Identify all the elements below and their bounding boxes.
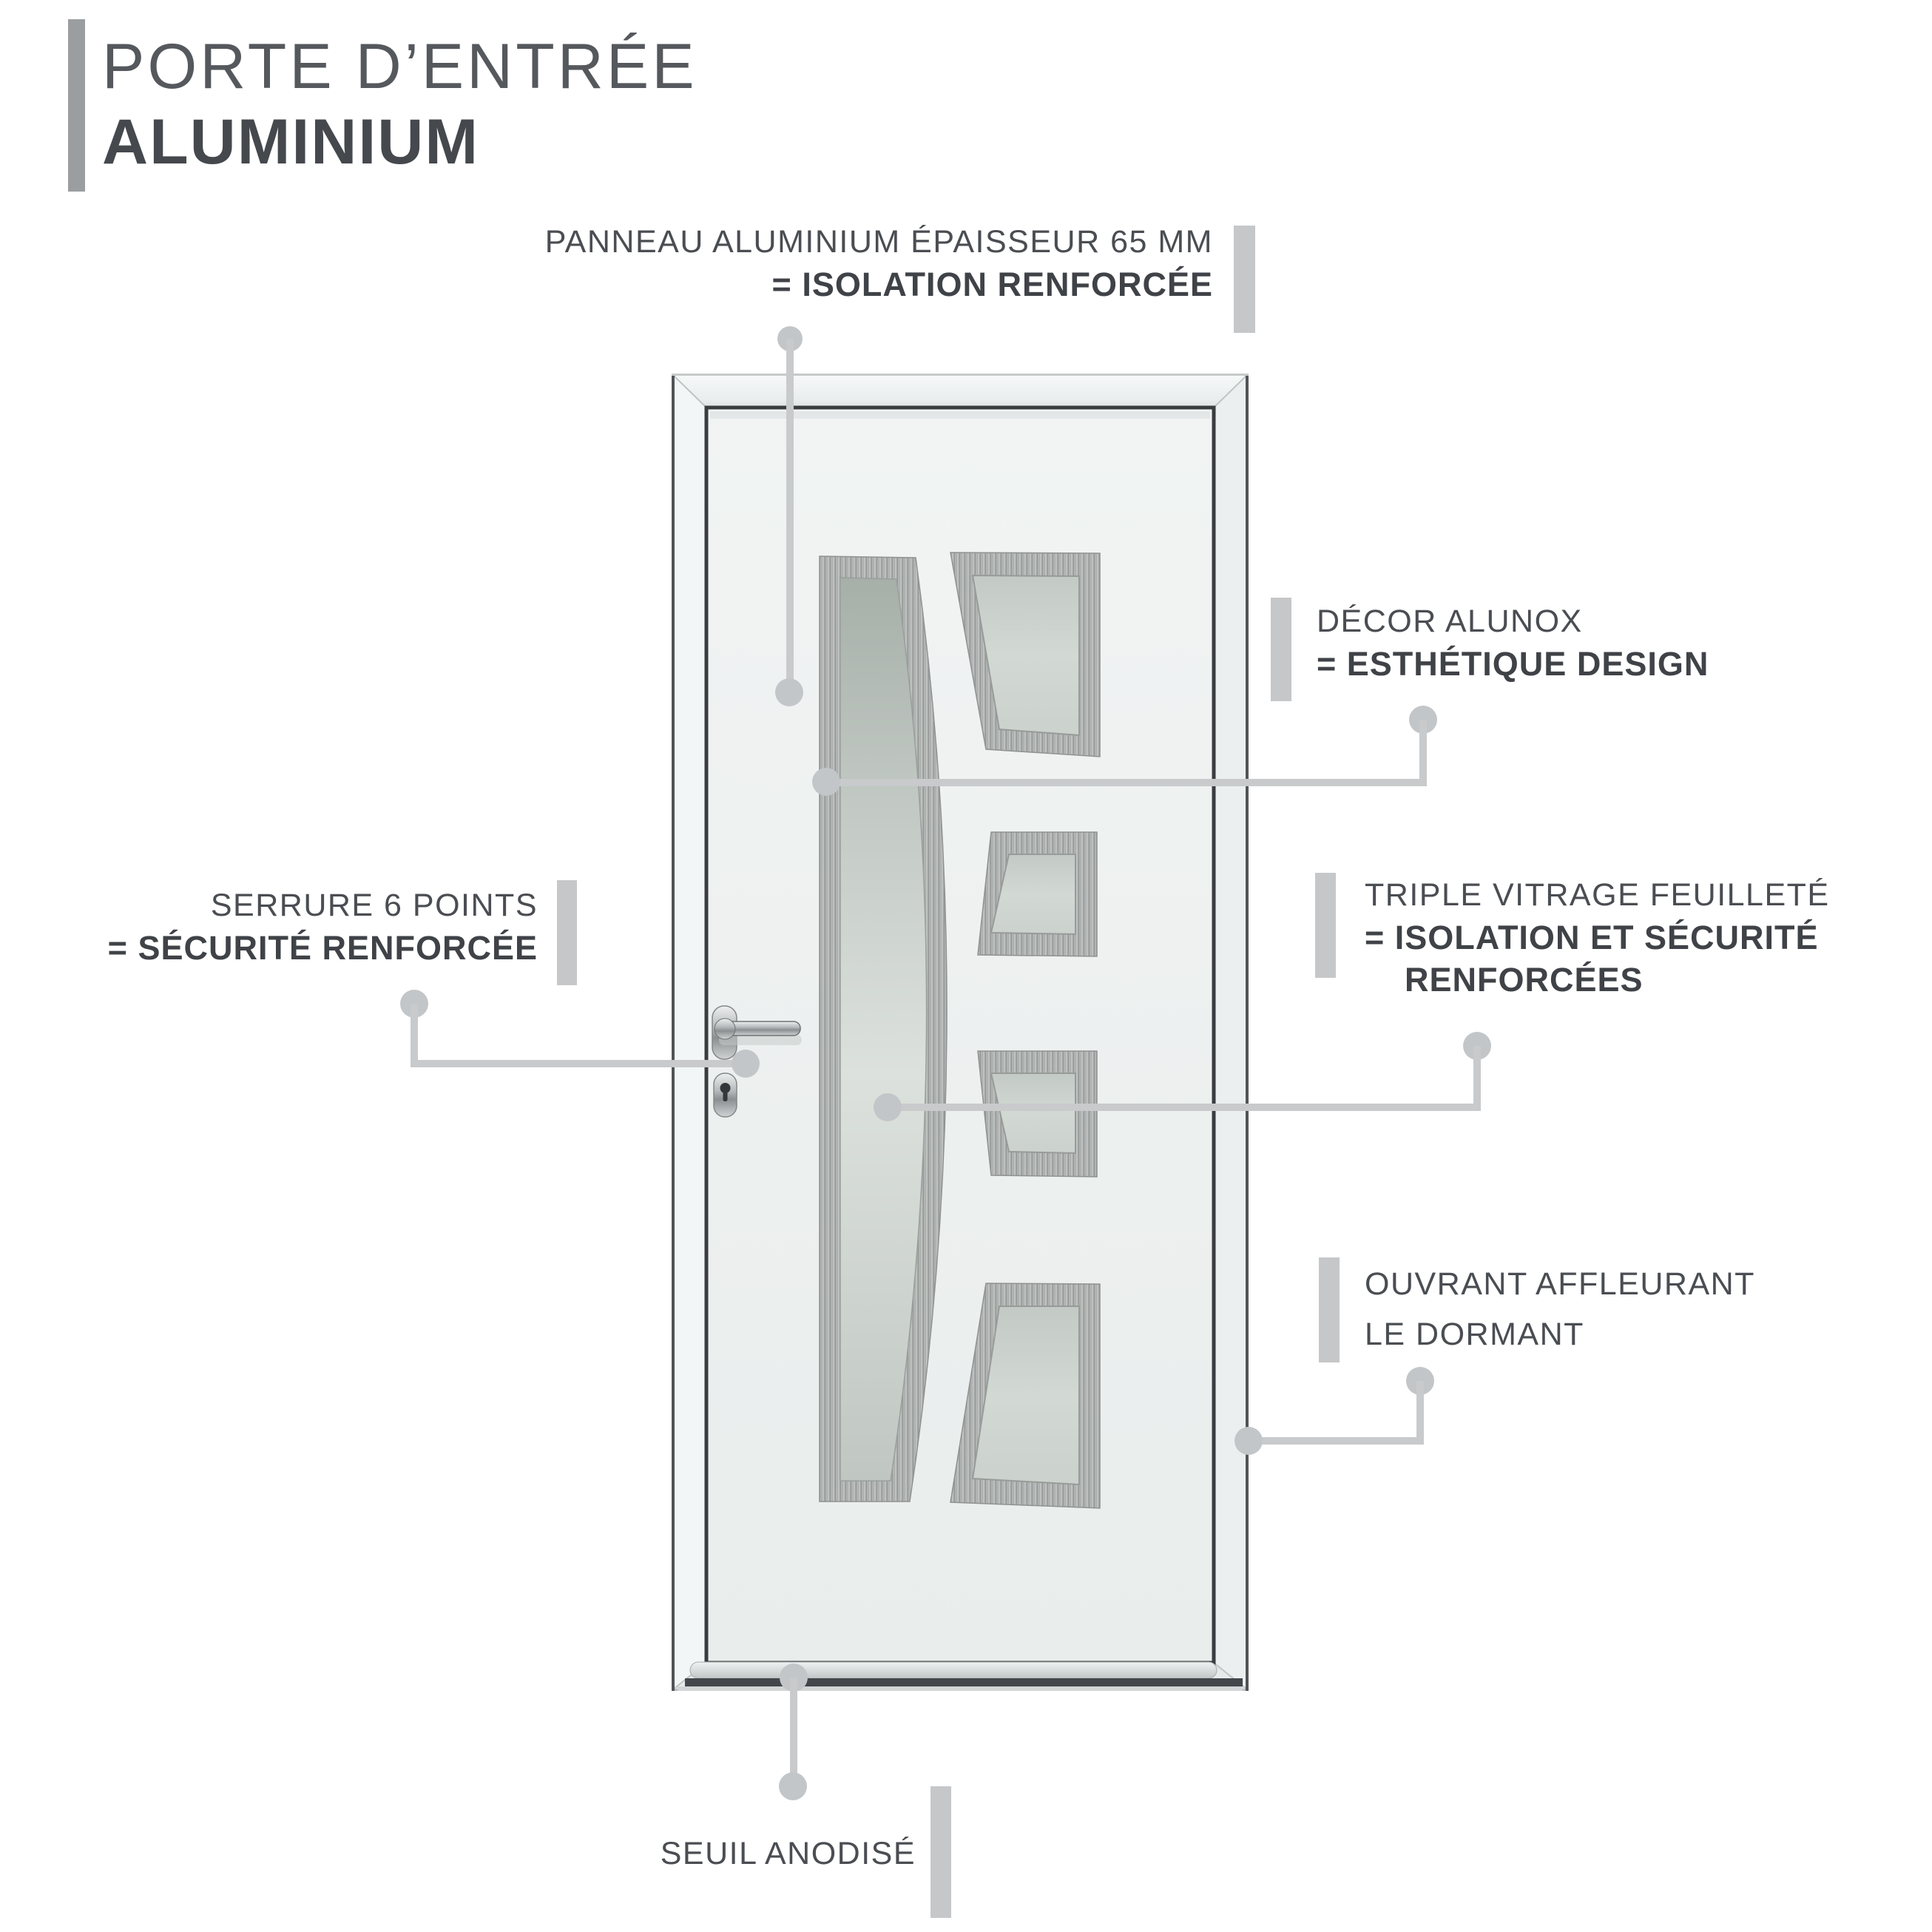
annotation-seuil-line1: SEUIL ANODISÉ [660, 1836, 916, 1871]
connector-panneau-dot-end [775, 678, 803, 706]
annotation-vitrage-line3: RENFORCÉES [1405, 961, 1644, 999]
annotation-serrure [108, 885, 538, 969]
annotation-seuil [661, 1833, 916, 1875]
connector-vitrage-line-h [884, 1104, 1481, 1111]
connector-decor-line-h [823, 779, 1423, 786]
annotation-vitrage [1365, 874, 1830, 1001]
annotation-serrure-line1: SERRURE 6 POINTS [210, 888, 538, 923]
connector-panneau-line [786, 339, 794, 692]
connector-serrure-dot-end [732, 1050, 760, 1078]
annotation-serrure-line2: = SÉCURITÉ RENFORCÉE [107, 929, 538, 967]
glass-panel-curved [820, 556, 947, 1502]
connector-ouvrant-line-h [1245, 1437, 1424, 1445]
accent-bar-seuil [930, 1786, 951, 1918]
door-threshold [678, 1662, 1243, 1691]
glass-pane-2 [978, 832, 1097, 956]
connector-vitrage-line-v [1473, 1046, 1481, 1111]
accent-bar-decor [1271, 598, 1291, 701]
accent-bar-ouvrant [1319, 1257, 1340, 1362]
annotation-decor-line2: = ESTHÉTIQUE DESIGN [1317, 645, 1709, 683]
annotation-panneau-line2: = ISOLATION RENFORCÉE [771, 266, 1213, 303]
annotation-decor-line1: DÉCOR ALUNOX [1317, 604, 1583, 639]
connector-decor-dot-end [812, 768, 840, 796]
accent-bar-serrure [557, 880, 577, 985]
glass-pane-3 [978, 1051, 1097, 1177]
connector-ouvrant-dot-end [1234, 1427, 1263, 1455]
annotation-vitrage-line2: = ISOLATION ET SÉCURITÉ [1365, 919, 1819, 956]
annotation-panneau [545, 221, 1213, 305]
accent-bar-vitrage [1315, 873, 1336, 978]
connector-serrure-line-h [411, 1060, 753, 1067]
page-title-line2: ALUMINIUM [102, 107, 480, 178]
page-title-line1: PORTE D’ENTRÉE [102, 31, 698, 102]
title-accent-bar [68, 19, 85, 192]
annotation-decor [1317, 601, 1709, 685]
door-illustration [672, 374, 1249, 1691]
page-title [102, 28, 698, 179]
connector-decor-line-v [1419, 720, 1427, 786]
door-lock [714, 1073, 737, 1117]
connector-seuil-line [790, 1678, 797, 1786]
annotation-ouvrant-line1: OUVRANT AFFLEURANT [1365, 1266, 1755, 1302]
annotation-ouvrant [1365, 1259, 1755, 1360]
connector-vitrage-dot-end [874, 1093, 902, 1121]
connector-seuil-dot-end [779, 1772, 807, 1800]
annotation-panneau-line1: PANNEAU ALUMINIUM ÉPAISSEUR 65 MM [544, 224, 1213, 260]
annotation-ouvrant-line2: LE DORMANT [1365, 1317, 1584, 1352]
connector-serrure-line-v [411, 1004, 418, 1067]
connector-ouvrant-line-v [1416, 1381, 1424, 1445]
annotation-vitrage-line1: TRIPLE VITRAGE FEUILLETÉ [1365, 877, 1830, 913]
accent-bar-panneau [1234, 226, 1255, 333]
